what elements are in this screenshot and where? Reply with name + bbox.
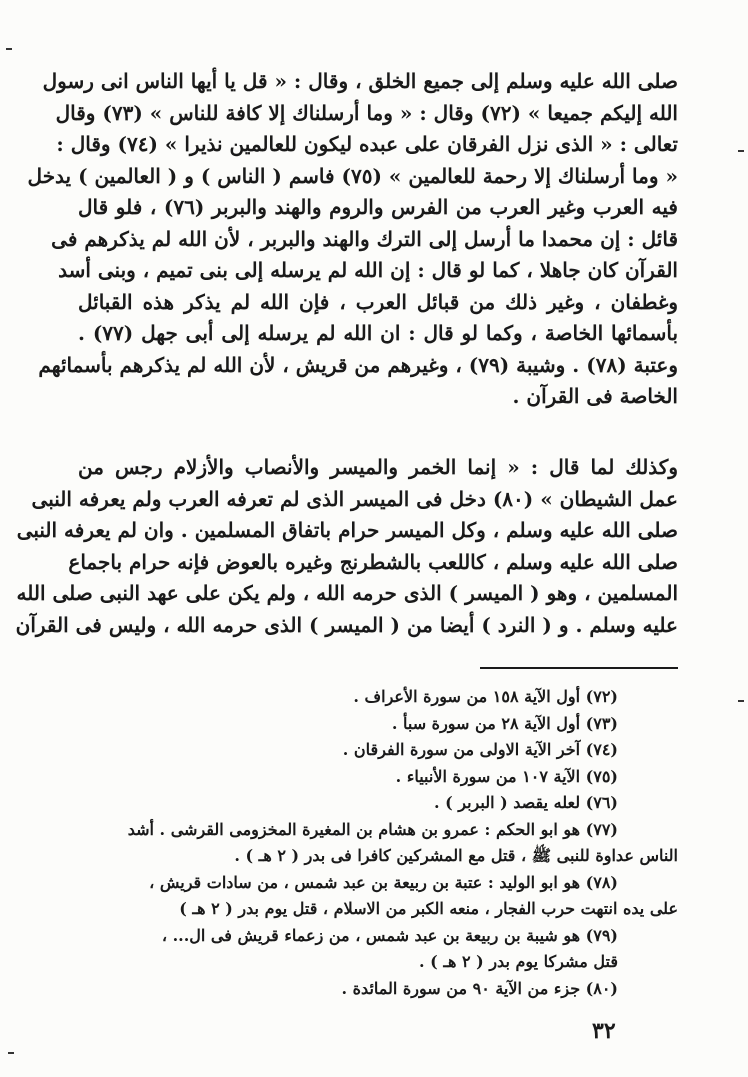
- text-line: الخاصة فى القرآن .: [512, 384, 678, 408]
- text-line: « وما أرسلناك إلا رحمة للعالمين » (٧٥) فاسم ( الناس ) و ( العالمين ) يدخل: [27, 163, 678, 188]
- text-line: صلى الله عليه وسلم ، وكل الميسر حرام باتفاق المسلمين . وان لم يعرفه النبى: [16, 518, 678, 542]
- margin-mark: [738, 700, 744, 702]
- footnote: (٧٧) هو ابو الحكم : عمرو بن هشام بن المغيرة المخزومى القرشى . أشد: [127, 819, 618, 839]
- text-line: وغطفان ، وغير ذلك من قبائل العرب ، فإن الله لم يذكر هذه القبائل: [78, 289, 678, 314]
- footnote: (٧٦) لعله يقصد ( البربر ) .: [433, 793, 618, 812]
- text-line: صلى الله عليه وسلم إلى جميع الخلق ، وقال : « قل يا أيها الناس انى رسول: [42, 69, 678, 93]
- text-line: المسلمين ، وهو ( الميسر ) الذى حرمه الله ، ولم يكن على عهد النبى صلى الله: [16, 581, 678, 605]
- footnote-divider: [480, 667, 678, 669]
- margin-mark: [8, 1052, 14, 1054]
- text-line: صلى الله عليه وسلم ، كاللعب بالشطرنج وغيره بالعوض فإنه حرام باجماع: [68, 549, 678, 574]
- footnote: (٧٨) هو ابو الوليد : عتبة بن ربيعة بن عبد شمس ، من سادات قريش ،: [149, 872, 618, 892]
- footnote: (٧٢) أول الآية ١٥٨ من سورة الأعراف .: [353, 687, 618, 706]
- text-line: الله إليكم جميعا » (٧٢) وقال : « وما أرسلناك إلا كافة للناس » (٧٣) وقال: [55, 100, 678, 125]
- text-line: وعتبة (٧٨) . وشيبة (٧٩) ، وغيرهم من قريش ، لأن الله لم يذكرهم بأسمائهم: [38, 352, 678, 377]
- footnote: (٨٠) جزء من الآية ٩٠ من سورة المائدة .: [341, 978, 618, 998]
- page-number: ٣٢: [592, 1018, 616, 1044]
- footnotes: [78, 684, 678, 1002]
- margin-mark: [738, 150, 744, 152]
- body-text-paragraph-1: [27, 66, 679, 413]
- text-line: فيه العرب وغير العرب من الفرس والروم والهند والبربر (٧٦) ، فلو قال: [78, 195, 678, 219]
- text-line: وكذلك لما قال : « إنما الخمر والميسر والأنصاب والأزلام رجس من: [78, 455, 678, 479]
- text-line: عليه وسلم . و ( النرد ) أيضا من ( الميسر ) الذى حرمه الله ، وليس فى القرآن: [15, 612, 678, 637]
- text-line: بأسمائها الخاصة ، وكما لو قال : ان الله لم يرسله إلى أبى جهل (٧٧) .: [78, 321, 679, 345]
- text-line: تعالى : « الذى نزل الفرقان على عبده ليكون للعالمين نذيرا » (٧٤) وقال :: [56, 132, 678, 156]
- footnote: (٧٣) أول الآية ٢٨ من سورة سبأ .: [391, 713, 618, 733]
- footnote: قتل مشركا يوم بدر ( ٢ هـ ) .: [419, 952, 618, 971]
- footnote: (٧٩) هو شيبة بن ربيعة بن عبد شمس ، من زعماء قريش فى ال... ،: [161, 925, 618, 945]
- footnote: (٧٥) الآية ١٠٧ من سورة الأنبياء .: [395, 766, 618, 786]
- body-text-paragraph-2: [15, 452, 678, 641]
- footnote: الناس عداوة للنبى ﷺ ، قتل مع المشركين كافرا فى بدر ( ٢ هـ ) .: [234, 846, 678, 865]
- footnote: (٧٤) آخر الآية الاولى من سورة الفرقان .: [342, 740, 618, 759]
- text-line: عمل الشيطان » (٨٠) دخل فى الميسر الذى لم تعرفه العرب ولم يعرفه النبى: [31, 486, 678, 511]
- text-line: القرآن كان جاهلا ، كما لو قال : إن الله لم يرسله إلى بنى تميم ، وبنى أسد: [58, 258, 678, 282]
- margin-mark: [6, 48, 12, 50]
- footnote: على يده انتهت حرب الفجار ، منعه الكبر من الاسلام ، قتل يوم بدر ( ٢ هـ ): [179, 899, 678, 918]
- text-line: قائل : إن محمدا ما أرسل إلى الترك والهند والبربر ، لأن الله لم يذكرهم فى: [51, 226, 678, 251]
